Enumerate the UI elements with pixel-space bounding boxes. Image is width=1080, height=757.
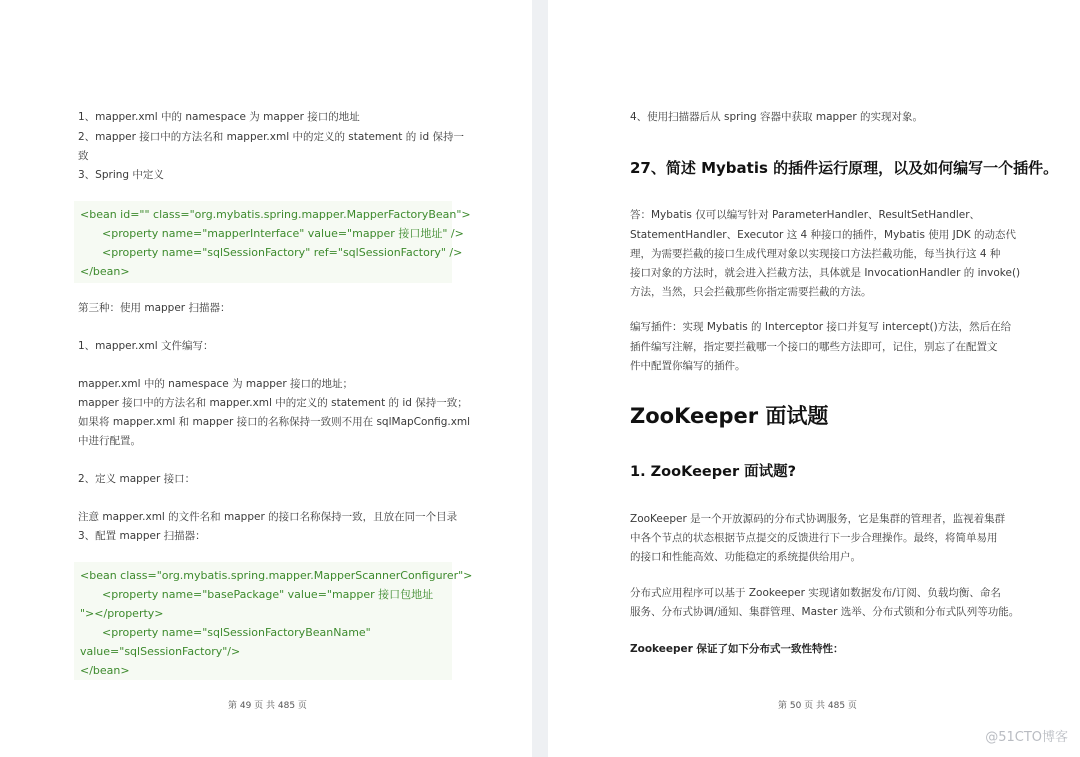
code-line: <bean class="org.mybatis.spring.mapper.MapperScannerConfigurer">: [80, 569, 473, 582]
section-title: ZooKeeper 面试题: [630, 404, 829, 428]
code-line: value="sqlSessionFactory"/>: [80, 645, 241, 658]
bold-text-line: Zookeeper 保证了如下分布式一致性特性：: [630, 643, 844, 655]
text-line: 3、Spring 中定义: [78, 169, 164, 181]
text-line: 方法，当然，只会拦截那些你指定需要拦截的方法。: [630, 286, 872, 298]
text-line: 理，为需要拦截的接口生成代理对象以实现接口方法拦截功能，每当执行这 4 种: [630, 248, 1001, 260]
text-line: mapper 接口中的方法名和 mapper.xml 中的定义的 statement 的 id 保持一致；: [78, 397, 468, 409]
text-line: 中各个节点的状态根据节点提交的反馈进行下一步合理操作。最终，将简单易用: [630, 532, 998, 544]
text-line: 1、mapper.xml 中的 namespace 为 mapper 接口的地址: [78, 111, 360, 123]
code-block-scanner: [74, 562, 473, 680]
text-line: 件中配置你编写的插件。: [630, 360, 746, 372]
text-line: 中进行配置。: [78, 435, 141, 447]
text-line: 第三种：使用 mapper 扫描器：: [78, 302, 231, 314]
watermark: @51CTO博客: [985, 730, 1068, 745]
subsection-title: 1. ZooKeeper 面试题?: [630, 464, 797, 480]
code-line: <property name="mapperInterface" value="mapper 接口地址" />: [102, 227, 464, 240]
text-line: 2、定义 mapper 接口：: [78, 473, 196, 485]
text-line: 的接口和性能高效、功能稳定的系统提供给用户。: [630, 551, 861, 563]
code-line: <bean id="" class="org.mybatis.spring.mapper.MapperFactoryBean">: [80, 208, 471, 221]
code-block-factory-bean: [74, 201, 471, 283]
text-line: 2、mapper 接口中的方法名和 mapper.xml 中的定义的 statement 的 id 保持一: [78, 131, 464, 143]
code-line: <property name="basePackage" value="mapper 接口包地址: [102, 588, 434, 601]
text-line: 注意 mapper.xml 的文件名和 mapper 的接口名称保持一致，且放在同一个目录: [78, 511, 458, 523]
code-line: "></property>: [80, 607, 164, 620]
text-line: 1、mapper.xml 文件编写：: [78, 340, 214, 352]
text-line: 如果将 mapper.xml 和 mapper 接口的名称保持一致则不用在 sqlMapConfig.xml: [78, 416, 471, 428]
code-line: <property name="sqlSessionFactory" ref="sqlSessionFactory" />: [102, 246, 463, 259]
text-line: 编写插件：实现 Mybatis 的 Interceptor 接口并复写 intercept()方法，然后在给: [630, 321, 1012, 333]
text-line: mapper.xml 中的 namespace 为 mapper 接口的地址；: [78, 378, 354, 390]
text-line: 分布式应用程序可以基于 Zookeeper 实现诸如数据发布/订阅、负载均衡、命名: [630, 587, 1001, 599]
text-line: StatementHandler、Executor 这 4 种接口的插件，Mybatis 使用 JDK 的动态代: [630, 229, 1017, 241]
right-page: [548, 0, 1080, 757]
text-line: 插件编写注解，指定要拦截哪一个接口的哪些方法即可，记住，别忘了在配置文: [630, 341, 998, 353]
text-line: 3、配置 mapper 扫描器：: [78, 530, 206, 542]
code-line: </bean>: [80, 664, 130, 677]
left-page: [0, 0, 532, 757]
text-line: 致: [78, 150, 89, 162]
text-line: ZooKeeper 是一个开放源码的分布式协调服务，它是集群的管理者，监视着集群: [630, 513, 1006, 525]
code-line: <property name="sqlSessionFactoryBeanName": [102, 626, 371, 639]
text-line: 4、使用扫描器后从 spring 容器中获取 mapper 的实现对象。: [630, 111, 923, 123]
text-line: 接口对象的方法时，就会进入拦截方法，具体就是 InvocationHandler 的 invoke(): [630, 267, 1021, 279]
question-heading: 27、简述 Mybatis 的插件运行原理，以及如何编写一个插件。: [630, 159, 1059, 177]
page-footer: 第 49 页 共 485 页: [228, 701, 307, 711]
text-line: 答：Mybatis 仅可以编写针对 ParameterHandler、ResultSetHandler、: [630, 209, 981, 221]
text-line: 服务、分布式协调/通知、集群管理、Master 选举、分布式锁和分布式队列等功能。: [630, 606, 1020, 618]
page-footer: 第 50 页 共 485 页: [778, 701, 857, 711]
code-line: </bean>: [80, 265, 130, 278]
